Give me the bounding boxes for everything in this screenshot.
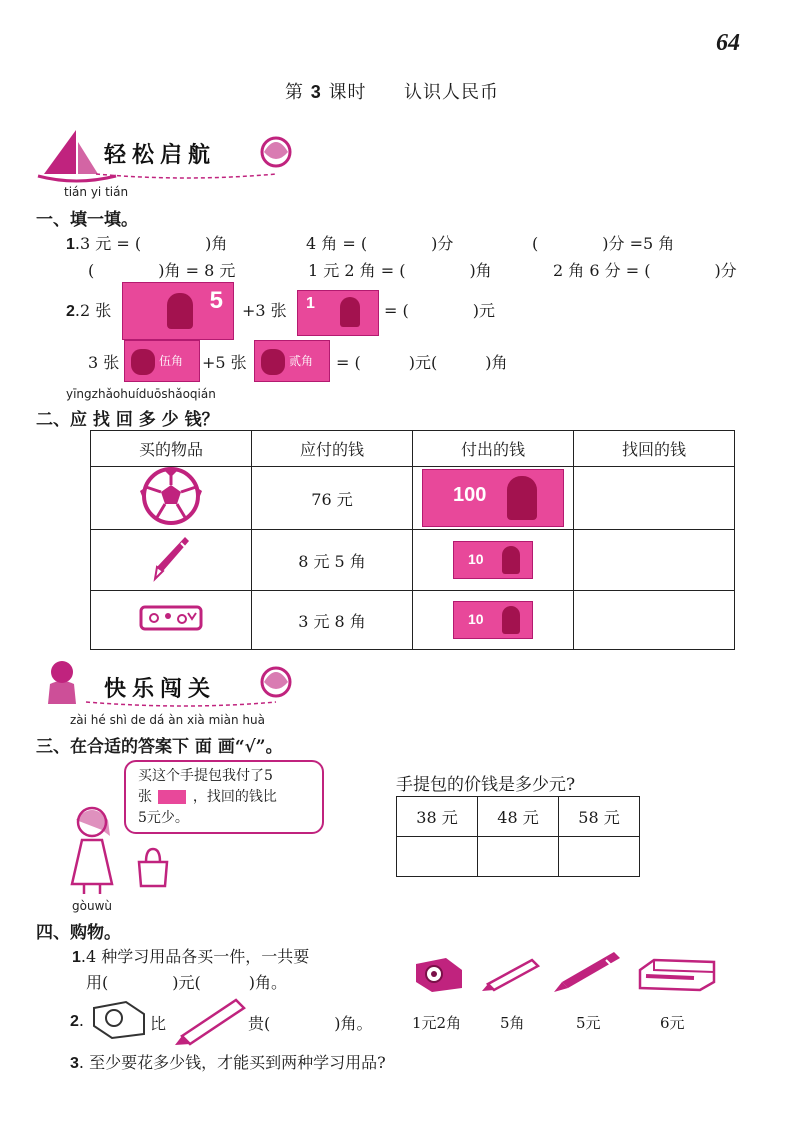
q1-f: 2 角 6 分 = ( )分 [553, 261, 737, 280]
pencil-small-icon [172, 994, 248, 1046]
page-number: 64 [716, 30, 740, 56]
price-cell: 3 元 8 角 [252, 591, 413, 650]
fountain-pen-icon [550, 948, 622, 994]
10-yuan-note-icon [453, 541, 533, 579]
football-icon [136, 467, 206, 525]
ten-yuan-mini-note-icon [158, 790, 186, 804]
paid-cell [413, 530, 574, 591]
two-jiao-note-icon [254, 340, 330, 382]
100-denomination: 100 [453, 484, 487, 506]
banner-title-easy-start: 轻松启航 [104, 142, 217, 168]
check-cell-58[interactable] [559, 837, 640, 877]
header-change: 找回的钱 [574, 431, 735, 467]
price-pencil-box: 6元 [660, 1014, 685, 1032]
two-jiao-label: 贰角 [289, 354, 314, 368]
q1-a: 1.3 元 = ( )角 [66, 234, 228, 253]
header-item: 买的物品 [91, 431, 252, 467]
s4-q2-bi: 比 [150, 1014, 167, 1033]
q1-e: 1 元 2 角 = ( )角 [308, 261, 492, 280]
s4-q2-rest: 贵( )角。 [248, 1014, 373, 1033]
one-yuan-note-icon [297, 290, 379, 336]
change-cell[interactable] [574, 530, 735, 591]
handbag-icon [136, 846, 170, 890]
table-row [91, 530, 735, 591]
10-yuan-note-icon [453, 601, 533, 639]
item-cell [91, 591, 252, 650]
option-58: 58 元 [559, 797, 640, 837]
price-cell: 8 元 5 角 [252, 530, 413, 591]
option-48: 48 元 [478, 797, 559, 837]
s4-q1-line2: 用( )元( )角。 [86, 973, 287, 992]
title-suffix: 课时 [328, 82, 367, 103]
section4-pinyin: gòuwù [72, 899, 112, 913]
s4-q2-number: 2. [70, 1011, 84, 1030]
s4-q3: 3. 至少要花多少钱，才能买到两种学习用品? [70, 1053, 386, 1072]
change-cell[interactable] [574, 591, 735, 650]
q2-a: 2.2 张 [66, 301, 112, 320]
sharpener-icon [412, 952, 466, 994]
section2-pinyin: yīngzhǎohuíduōshǎoqián [66, 387, 216, 401]
paid-cell [413, 591, 574, 650]
header-paid: 付出的钱 [413, 431, 574, 467]
item-cell [91, 467, 252, 530]
one-yuan-denomination: 1 [306, 295, 315, 312]
girl-icon [62, 800, 126, 896]
change-cell[interactable] [574, 467, 735, 530]
pen-icon [151, 533, 191, 583]
10-denomination: 10 [468, 551, 484, 567]
section1-heading: 一、填一填。 [36, 210, 138, 230]
option-38: 38 元 [397, 797, 478, 837]
q1-b: 4 角 = ( )分 [306, 234, 454, 253]
title-prefix: 第 [285, 82, 304, 103]
banner-title-happy-levels: 快乐闯关 [104, 676, 217, 702]
check-cell-48[interactable] [478, 837, 559, 877]
bubble-line-1: 买这个手提包我付了5 [138, 768, 273, 784]
pencil-box-icon [636, 954, 718, 994]
five-jiao-note-icon [124, 340, 200, 382]
answer-table [396, 796, 640, 877]
page-title [285, 78, 499, 104]
table-row [91, 467, 735, 530]
q2-f: = ( )元( )角 [336, 353, 508, 372]
q2-c: = ( )元 [384, 301, 495, 320]
five-yuan-note-icon [122, 282, 234, 340]
answer-check-row [397, 837, 640, 877]
bubble-line-2: 张 ，找回的钱比 [138, 789, 277, 805]
section3-pinyin: zài hé shì de dá àn xià miàn huà [70, 713, 265, 727]
q2-b: +3 张 [242, 301, 287, 320]
pencil-icon [480, 954, 544, 992]
header-price: 应付的钱 [252, 431, 413, 467]
table-header-row [91, 431, 735, 467]
section3-heading: 三、在合适的答案下 面 画“√”。 [36, 737, 283, 757]
check-cell-38[interactable] [397, 837, 478, 877]
100-yuan-note-icon [422, 469, 564, 527]
change-table [90, 430, 735, 650]
sharpener-small-icon [90, 994, 150, 1042]
price-sharpener: 1元2角 [412, 1014, 462, 1032]
five-jiao-label: 伍角 [159, 354, 184, 368]
q2-e: +5 张 [202, 353, 247, 372]
section4-heading: 四、购物。 [36, 923, 121, 943]
section1-pinyin: tián yi tián [64, 185, 129, 199]
paid-cell [413, 467, 574, 530]
q1-d: ( )角 = 8 元 [88, 261, 236, 280]
handbag-question: 手提包的价钱是多少元? [396, 775, 576, 795]
speech-bubble-text [138, 766, 316, 829]
five-yuan-denomination: 5 [209, 287, 223, 314]
pencil-case-icon [138, 603, 204, 633]
q2-d: 3 张 [88, 353, 120, 372]
s4-q1-line1: 1.4 种学习用品各买一件，一共要 [72, 947, 310, 966]
price-pen: 5元 [576, 1014, 601, 1032]
lesson-number: 3 [310, 82, 322, 102]
bubble-line-3: 5元少。 [138, 810, 189, 826]
section2-heading: 二、应 找 回 多 少 钱？ [36, 410, 219, 430]
item-cell [91, 530, 252, 591]
answer-options-row [397, 797, 640, 837]
lesson-topic: 认识人民币 [403, 82, 499, 103]
table-row [91, 591, 735, 650]
q1-c: ( )分 =5 角 [532, 234, 675, 253]
price-cell: 76 元 [252, 467, 413, 530]
10-denomination: 10 [468, 611, 484, 627]
price-pencil: 5角 [500, 1014, 525, 1032]
